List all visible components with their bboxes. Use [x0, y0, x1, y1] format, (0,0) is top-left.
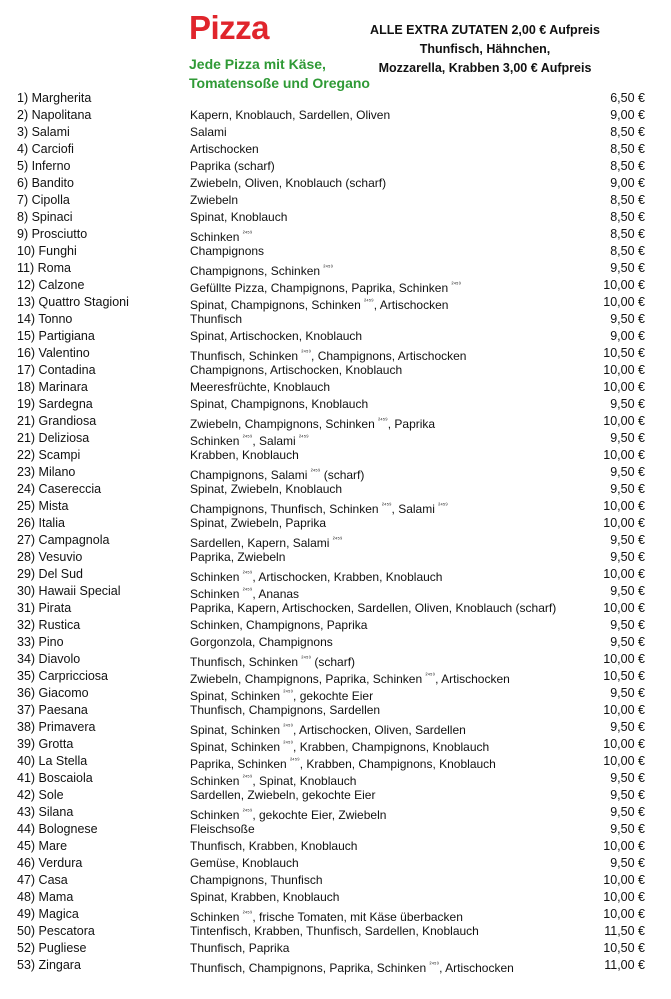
menu-item	[17, 753, 645, 770]
allergen-marker: ²⁴⁵⁹	[242, 571, 253, 577]
pizza-price: 9,50 €	[610, 856, 645, 870]
pizza-ingredients: Tintenfisch, Krabben, Thunfisch, Sardellen, Knoblauch	[190, 924, 479, 938]
pizza-name: 12) Calzone	[17, 278, 85, 292]
pizza-name: 1) Margherita	[17, 91, 92, 105]
pizza-price: 8,50 €	[610, 193, 645, 207]
pizza-name: 28) Vesuvio	[17, 550, 83, 564]
menu-item	[17, 736, 645, 753]
menu-item	[17, 498, 645, 515]
pizza-name: 41) Boscaiola	[17, 771, 93, 785]
menu-item	[17, 107, 645, 124]
pizza-name: 35) Carpricciosa	[17, 669, 109, 683]
pizza-ingredients: Gorgonzola, Champignons	[190, 635, 333, 649]
pizza-name: 50) Pescatora	[17, 924, 95, 938]
pizza-name: 52) Pugliese	[17, 941, 87, 955]
pizza-ingredients: Meeresfrüchte, Knoblauch	[190, 380, 331, 394]
menu-title: Pizza	[189, 9, 270, 46]
menu-item	[17, 770, 645, 787]
menu-item	[17, 940, 645, 957]
pizza-ingredients: Artischocken	[190, 142, 259, 156]
pizza-name: 24) Casereccia	[17, 482, 102, 496]
pizza-price: 9,50 €	[610, 482, 645, 496]
pizza-ingredients: Schinken $^{^{2459}}$, Ananas	[190, 587, 300, 601]
pizza-price: 8,50 €	[610, 142, 645, 156]
allergen-marker: ²⁴⁵⁹	[310, 469, 321, 475]
allergen-marker: ²⁴⁵⁹	[242, 809, 253, 815]
pizza-name: 37) Paesana	[17, 703, 88, 717]
pizza-name: 34) Diavolo	[17, 652, 81, 666]
pizza-ingredients: Schinken $^{^{2459}}$, frische Tomaten, mit Käse überbacken	[190, 910, 463, 924]
pizza-price: 8,50 €	[610, 227, 645, 241]
pizza-name: 25) Mista	[17, 499, 69, 513]
menu-item	[17, 617, 645, 634]
pizza-name: 31) Pirata	[17, 601, 72, 615]
pizza-price: 9,50 €	[610, 431, 645, 445]
menu-item	[17, 719, 645, 736]
pizza-ingredients: Schinken $^{^{2459}}$, gekochte Eier, Zwiebeln	[190, 808, 387, 822]
pizza-name: 36) Giacomo	[17, 686, 89, 700]
allergen-marker: ²⁴⁵⁹	[301, 656, 312, 662]
pizza-ingredients: Champignons, Schinken $^{^{2459}}$	[190, 264, 334, 278]
pizza-name: 6) Bandito	[17, 176, 74, 190]
pizza-ingredients: Spinat, Krabben, Knoblauch	[190, 890, 340, 904]
pizza-ingredients: Krabben, Knoblauch	[190, 448, 299, 462]
pizza-name: 5) Inferno	[17, 159, 71, 173]
pizza-ingredients: Thunfisch	[190, 312, 243, 326]
pizza-ingredients: Paprika (scharf)	[190, 159, 275, 173]
menu-item	[17, 413, 645, 430]
extras-line: Mozzarella, Krabben 3,00 € Aufpreis	[378, 61, 592, 75]
pizza-name: 7) Cipolla	[17, 193, 70, 207]
menu-item	[17, 396, 645, 413]
pizza-price: 6,50 €	[610, 91, 645, 105]
pizza-price: 10,50 €	[603, 941, 645, 955]
menu-item	[17, 702, 645, 719]
pizza-ingredients: Gemüse, Knoblauch	[190, 856, 299, 870]
pizza-ingredients: Spinat, Knoblauch	[190, 210, 288, 224]
pizza-price: 10,00 €	[603, 737, 645, 751]
extra-toppings-note	[360, 21, 610, 78]
pizza-name: 49) Magica	[17, 907, 79, 921]
pizza-price: 9,50 €	[610, 397, 645, 411]
pizza-price: 10,00 €	[603, 907, 645, 921]
pizza-price: 10,50 €	[603, 346, 645, 360]
pizza-name: 44) Bolognese	[17, 822, 98, 836]
pizza-name: 16) Valentino	[17, 346, 90, 360]
pizza-price: 8,50 €	[610, 210, 645, 224]
pizza-price: 10,00 €	[603, 754, 645, 768]
pizza-ingredients: Champignons, Artischocken, Knoblauch	[190, 363, 403, 377]
pizza-price: 9,50 €	[610, 261, 645, 275]
pizza-price: 10,00 €	[603, 873, 645, 887]
pizza-price: 11,50 €	[604, 924, 645, 938]
menu-item	[17, 583, 645, 600]
allergen-marker: ²⁴⁵⁹	[451, 282, 462, 288]
pizza-price: 10,00 €	[603, 890, 645, 904]
pizza-ingredients: Thunfisch, Champignons, Sardellen	[190, 703, 381, 717]
menu-item	[17, 787, 645, 804]
pizza-ingredients: Paprika, Schinken $^{^{2459}}$, Krabben, Champignons, Knoblauch	[190, 757, 496, 771]
pizza-price: 9,50 €	[610, 465, 645, 479]
pizza-name: 45) Mare	[17, 839, 68, 853]
pizza-ingredients: Thunfisch, Champignons, Paprika, Schinken $^{^{2459}}$, Artischocken	[190, 961, 514, 975]
menu-item	[17, 447, 645, 464]
pizza-name: 4) Carciofi	[17, 142, 74, 156]
pizza-price: 10,00 €	[603, 363, 645, 377]
pizza-ingredients: Paprika, Kapern, Artischocken, Sardellen, Oliven, Knoblauch (scharf)	[190, 601, 557, 615]
pizza-price: 10,00 €	[603, 839, 645, 853]
menu-item	[17, 464, 645, 481]
pizza-price: 10,00 €	[603, 601, 645, 615]
pizza-name: 14) Tonno	[17, 312, 73, 326]
menu-item	[17, 685, 645, 702]
extras-line: Thunfisch, Hähnchen,	[419, 42, 551, 56]
pizza-price: 10,00 €	[603, 380, 645, 394]
menu-item	[17, 855, 645, 872]
pizza-ingredients: Sardellen, Zwiebeln, gekochte Eier	[190, 788, 376, 802]
menu-item	[17, 345, 645, 362]
pizza-ingredients: Zwiebeln, Oliven, Knoblauch (scharf)	[190, 176, 387, 190]
pizza-ingredients: Schinken $^{^{2459}}$, Artischocken, Krabben, Knoblauch	[190, 570, 443, 584]
allergen-marker: ²⁴⁵⁹	[301, 350, 312, 356]
menu-item	[17, 957, 645, 974]
pizza-price: 10,00 €	[603, 414, 645, 428]
menu-item	[17, 515, 645, 532]
allergen-marker: ²⁴⁵⁹	[283, 741, 294, 747]
allergen-marker: ²⁴⁵⁹	[381, 503, 392, 509]
pizza-price: 9,50 €	[610, 312, 645, 326]
pizza-price: 8,50 €	[610, 125, 645, 139]
pizza-ingredients: Spinat, Schinken $^{^{2459}}$, gekochte Eier	[190, 689, 374, 703]
allergen-marker: ²⁴⁵⁹	[242, 435, 253, 441]
menu-item	[17, 600, 645, 617]
menu-item	[17, 889, 645, 906]
pizza-ingredients: Champignons, Thunfisch	[190, 873, 323, 887]
pizza-ingredients: Schinken $^{^{2459}}$, Salami $^{^{2459}}$	[190, 434, 309, 448]
menu-item	[17, 668, 645, 685]
menu-item	[17, 532, 645, 549]
pizza-ingredients: Zwiebeln, Champignons, Paprika, Schinken $^{^{2459}}$, Artischocken	[190, 672, 510, 686]
pizza-name: 26) Italia	[17, 516, 65, 530]
allergen-marker: ²⁴⁵⁹	[378, 418, 388, 424]
allergen-marker: ²⁴⁵⁹	[364, 299, 374, 305]
pizza-ingredients: Champignons	[190, 244, 265, 258]
pizza-name: 27) Campagnola	[17, 533, 110, 547]
pizza-price: 10,00 €	[603, 516, 645, 530]
menu-item	[17, 566, 645, 583]
pizza-price: 8,50 €	[610, 244, 645, 258]
menu-item	[17, 804, 645, 821]
menu-item	[17, 175, 645, 192]
pizza-name: 33) Pino	[17, 635, 64, 649]
pizza-price: 10,00 €	[603, 567, 645, 581]
pizza-name: 2) Napolitana	[17, 108, 92, 122]
pizza-ingredients: Spinat, Artischocken, Knoblauch	[190, 329, 363, 343]
pizza-name: 48) Mama	[17, 890, 74, 904]
pizza-name: 53) Zingara	[17, 958, 81, 972]
pizza-ingredients: Spinat, Schinken $^{^{2459}}$, Artischocken, Oliven, Sardellen	[190, 723, 466, 737]
pizza-ingredients: Spinat, Zwiebeln, Knoblauch	[190, 482, 343, 496]
pizza-name: 19) Sardegna	[17, 397, 93, 411]
pizza-price: 9,50 €	[610, 618, 645, 632]
pizza-name: 40) La Stella	[17, 754, 88, 768]
menu-item	[17, 821, 645, 838]
allergen-marker: ²⁴⁵⁹	[242, 231, 253, 237]
menu-item	[17, 226, 645, 243]
menu-item	[17, 124, 645, 141]
pizza-name: 21) Deliziosa	[17, 431, 90, 445]
pizza-name: 18) Marinara	[17, 380, 88, 394]
menu-item	[17, 192, 645, 209]
pizza-name: 22) Scampi	[17, 448, 81, 462]
pizza-name: 46) Verdura	[17, 856, 83, 870]
menu-item	[17, 430, 645, 447]
allergen-marker: ²⁴⁵⁹	[290, 758, 300, 764]
pizza-name: 3) Salami	[17, 125, 70, 139]
pizza-price: 9,50 €	[610, 788, 645, 802]
allergen-marker: ²⁴⁵⁹	[429, 962, 440, 968]
pizza-ingredients: Champignons, Salami $^{^{2459}}$ (scharf)	[190, 468, 365, 482]
pizza-ingredients: Spinat, Champignons, Knoblauch	[190, 397, 369, 411]
pizza-ingredients: Salami	[190, 125, 227, 139]
pizza-name: 47) Casa	[17, 873, 68, 887]
allergen-marker: ²⁴⁵⁹	[332, 537, 343, 543]
pizza-ingredients: Schinken $^{^{2459}}$, Spinat, Knoblauch	[190, 774, 357, 788]
pizza-ingredients: Thunfisch, Krabben, Knoblauch	[190, 839, 358, 853]
menu-item	[17, 362, 645, 379]
pizza-price: 8,50 €	[610, 159, 645, 173]
allergen-marker: ²⁴⁵⁹	[242, 775, 253, 781]
pizza-ingredients: Schinken $^{^{2459}}$	[190, 230, 253, 244]
pizza-ingredients: Thunfisch, Schinken $^{^{2459}}$ (scharf)	[190, 655, 356, 669]
pizza-name: 21) Grandiosa	[17, 414, 97, 428]
pizza-ingredients: Spinat, Champignons, Schinken $^{^{2459}}$, Artischocken	[190, 298, 449, 312]
menu-item	[17, 141, 645, 158]
pizza-price: 10,50 €	[603, 669, 645, 683]
pizza-name: 15) Partigiana	[17, 329, 95, 343]
menu-item	[17, 872, 645, 889]
pizza-ingredients: Champignons, Thunfisch, Schinken $^{^{2459}}$, Salami $^{^{2459}}$	[190, 502, 448, 516]
menu-item	[17, 634, 645, 651]
pizza-price: 9,50 €	[610, 533, 645, 547]
pizza-ingredients: Fleischsoße	[190, 822, 255, 836]
pizza-price: 9,50 €	[610, 550, 645, 564]
pizza-name: 8) Spinaci	[17, 210, 73, 224]
pizza-price: 10,00 €	[603, 295, 645, 309]
pizza-ingredients: Gefüllte Pizza, Champignons, Paprika, Schinken $^{^{2459}}$	[190, 281, 462, 295]
pizza-ingredients: Spinat, Zwiebeln, Paprika	[190, 516, 327, 530]
allergen-marker: ²⁴⁵⁹	[438, 503, 448, 509]
pizza-ingredients: Thunfisch, Schinken $^{^{2459}}$, Champignons, Artischocken	[190, 349, 467, 363]
pizza-ingredients: Zwiebeln, Champignons, Schinken $^{^{2459}}$, Paprika	[190, 417, 436, 431]
menu-item	[17, 923, 645, 940]
pizza-price: 9,00 €	[610, 176, 645, 190]
allergen-marker: ²⁴⁵⁹	[425, 673, 436, 679]
pizza-price: 9,50 €	[610, 584, 645, 598]
pizza-ingredients: Schinken, Champignons, Paprika	[190, 618, 368, 632]
pizza-name: 23) Milano	[17, 465, 76, 479]
subtitle-line: Jede Pizza mit Käse,	[189, 56, 326, 72]
pizza-name: 11) Roma	[17, 261, 71, 275]
pizza-ingredients: Kapern, Knoblauch, Sardellen, Oliven	[190, 108, 391, 122]
pizza-price: 10,00 €	[603, 448, 645, 462]
pizza-name: 13) Quattro Stagioni	[17, 295, 129, 309]
pizza-price: 9,50 €	[610, 771, 645, 785]
pizza-price: 9,00 €	[610, 329, 645, 343]
pizza-name: 39) Grotta	[17, 737, 74, 751]
allergen-marker: ²⁴⁵⁹	[242, 911, 253, 917]
pizza-price: 10,00 €	[603, 499, 645, 513]
allergen-marker: ²⁴⁵⁹	[323, 265, 334, 271]
menu-item	[17, 209, 645, 226]
menu-item	[17, 549, 645, 566]
pizza-ingredients: Thunfisch, Paprika	[190, 941, 290, 955]
menu-item	[17, 651, 645, 668]
pizza-name: 30) Hawaii Special	[17, 584, 121, 598]
pizza-name: 32) Rustica	[17, 618, 81, 632]
pizza-price: 9,50 €	[610, 720, 645, 734]
pizza-price: 9,50 €	[610, 686, 645, 700]
menu-item	[17, 838, 645, 855]
pizza-price: 10,00 €	[603, 278, 645, 292]
menu-item	[17, 294, 645, 311]
pizza-price: 9,50 €	[610, 822, 645, 836]
pizza-ingredients: Paprika, Zwiebeln	[190, 550, 286, 564]
pizza-ingredients: Zwiebeln	[190, 193, 239, 207]
menu-item	[17, 260, 645, 277]
extras-line: ALLE EXTRA ZUTATEN 2,00 € Aufpreis	[370, 23, 600, 37]
pizza-ingredients: Spinat, Schinken $^{^{2459}}$, Krabben, Champignons, Knoblauch	[190, 740, 490, 754]
menu-item	[17, 328, 645, 345]
pizza-menu-list	[17, 90, 645, 974]
allergen-marker: ²⁴⁵⁹	[299, 435, 309, 441]
pizza-name: 17) Contadina	[17, 363, 96, 377]
menu-item	[17, 379, 645, 396]
pizza-name: 43) Silana	[17, 805, 74, 819]
pizza-price: 11,00 €	[604, 958, 645, 972]
pizza-price: 9,50 €	[610, 635, 645, 649]
menu-item	[17, 158, 645, 175]
pizza-price: 9,00 €	[610, 108, 645, 122]
allergen-marker: ²⁴⁵⁹	[242, 588, 253, 594]
menu-item	[17, 311, 645, 328]
pizza-name: 10) Funghi	[17, 244, 77, 258]
pizza-name: 42) Sole	[17, 788, 64, 802]
menu-item	[17, 481, 645, 498]
subtitle-line: Tomatensoße und Oregano	[189, 75, 370, 91]
menu-subtitle	[189, 55, 370, 93]
allergen-marker: ²⁴⁵⁹	[283, 724, 294, 730]
pizza-ingredients: Sardellen, Kapern, Salami $^{^{2459}}$	[190, 536, 343, 550]
menu-item	[17, 243, 645, 260]
menu-item	[17, 90, 645, 107]
pizza-price: 9,50 €	[610, 805, 645, 819]
pizza-name: 9) Prosciutto	[17, 227, 88, 241]
allergen-marker: ²⁴⁵⁹	[283, 690, 294, 696]
pizza-name: 38) Primavera	[17, 720, 96, 734]
menu-item	[17, 906, 645, 923]
pizza-name: 29) Del Sud	[17, 567, 84, 581]
menu-item	[17, 277, 645, 294]
pizza-price: 10,00 €	[603, 652, 645, 666]
pizza-price: 10,00 €	[603, 703, 645, 717]
